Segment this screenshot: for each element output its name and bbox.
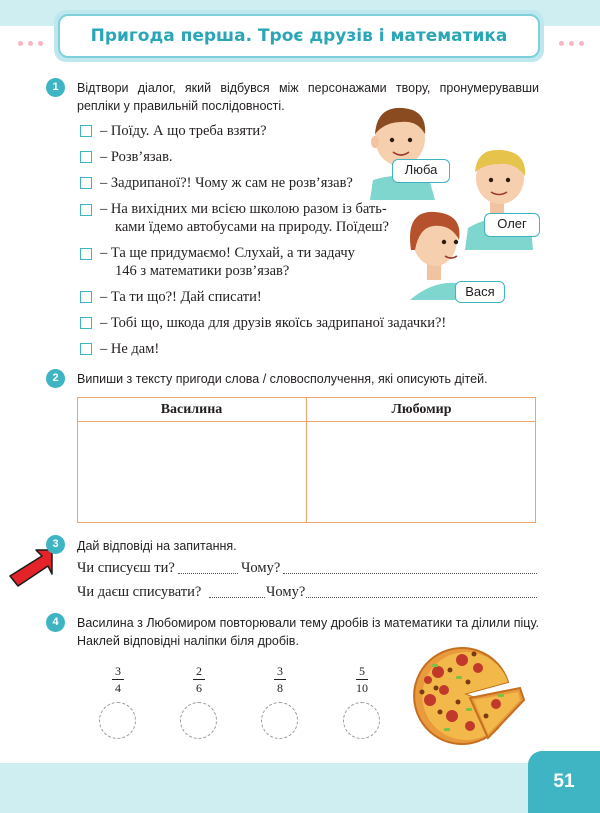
- dialogue-checkbox[interactable]: [80, 317, 92, 329]
- fraction-numerator: 3: [115, 664, 121, 678]
- dialogue-checkbox[interactable]: [80, 291, 92, 303]
- footer-band: [0, 763, 600, 813]
- task-4-instruction: Василина з Любомиром повторювали тему дробів із математики та ділили піцу.: [77, 616, 539, 630]
- pizza-illustration: [408, 638, 528, 750]
- dialogue-checkbox[interactable]: [80, 151, 92, 163]
- table-header-vasylyna: Василина: [160, 402, 223, 417]
- dialogue-line: – Та ще придумаємо! Слухай, а ти задачу: [100, 245, 355, 261]
- fraction-denominator: 10: [356, 681, 368, 695]
- answer-line-2a[interactable]: [209, 597, 265, 598]
- fraction-denominator: 4: [115, 681, 121, 695]
- sticker-slot[interactable]: [343, 702, 380, 739]
- decor-dot: [28, 41, 33, 46]
- answer-line-1a[interactable]: [178, 573, 238, 574]
- dialogue-line: – Та ти що?! Дай списати!: [100, 289, 262, 305]
- task-3-number: 3: [46, 535, 65, 554]
- page-title: Пригода перша. Троє друзів і математика: [90, 26, 508, 46]
- task-3-instruction: Дай відповіді на запитання.: [77, 539, 237, 553]
- task-2-number: 2: [46, 369, 65, 388]
- question-2-why: Чому?: [266, 584, 306, 600]
- table-header-lyubomyr: Любомир: [391, 402, 452, 417]
- table-cell-vasylyna[interactable]: [79, 423, 305, 521]
- task-1-number: 1: [46, 78, 65, 97]
- characters-illustration: [355, 100, 555, 300]
- dialogue-checkbox[interactable]: [80, 248, 92, 260]
- pointer-arrow-icon: [2, 546, 56, 592]
- dialogue-line-cont: 146 з математики розв’язав?: [115, 263, 290, 279]
- decor-dot: [18, 41, 23, 46]
- fraction-numerator: 2: [196, 664, 202, 678]
- fraction-3-4: [106, 664, 130, 695]
- decor-dot: [38, 41, 43, 46]
- question-1-why: Чому?: [241, 560, 281, 576]
- fraction-2-6: [187, 664, 211, 695]
- dialogue-line: – Тобі що, шкода для друзів якоїсь задрипаної задачки?!: [100, 315, 447, 331]
- table-cell-lyubomyr[interactable]: [308, 423, 534, 521]
- question-2: Чи даєш списувати?: [77, 584, 202, 600]
- dialogue-checkbox[interactable]: [80, 204, 92, 216]
- decor-dot: [579, 41, 584, 46]
- fraction-numerator: 3: [277, 664, 283, 678]
- decor-dot: [559, 41, 564, 46]
- dialogue-line: – Поїду. А що треба взяти?: [100, 123, 267, 139]
- character-label-lyuba: Люба: [392, 159, 450, 183]
- answer-line-1b[interactable]: [283, 573, 537, 574]
- fraction-bar: [112, 679, 124, 680]
- dialogue-checkbox[interactable]: [80, 177, 92, 189]
- sticker-slot[interactable]: [180, 702, 217, 739]
- page-number: 51: [553, 771, 575, 792]
- question-1: Чи списуєш ти?: [77, 560, 175, 576]
- answer-line-2b[interactable]: [306, 597, 537, 598]
- fraction-bar: [193, 679, 205, 680]
- fraction-numerator: 5: [359, 664, 365, 678]
- fraction-denominator: 6: [196, 681, 202, 695]
- fraction-5-10: [350, 664, 374, 695]
- dialogue-checkbox[interactable]: [80, 125, 92, 137]
- sticker-slot[interactable]: [261, 702, 298, 739]
- boy-lyuba-portrait: [370, 108, 435, 200]
- dialogue-checkbox[interactable]: [80, 343, 92, 355]
- dialogue-line: – На вихідних ми всією школою разом із бать-: [100, 201, 387, 217]
- character-label-vasya: Вася: [455, 281, 505, 303]
- character-label-oleg: Олег: [484, 213, 540, 237]
- decor-dot: [569, 41, 574, 46]
- task-1-instruction: Відтвори діалог, який відбувся між персонажами твору, пронумерувавши репліки у правильній послідовності.: [77, 81, 539, 113]
- dialogue-line: – Не дам!: [100, 341, 160, 357]
- dialogue-line: – Розв’язав.: [100, 149, 173, 165]
- fraction-bar: [274, 679, 286, 680]
- task-2-instruction: Випиши з тексту пригоди слова / словосполучення, які описують дітей.: [77, 372, 488, 386]
- fraction-bar: [356, 679, 368, 680]
- task-4-number: 4: [46, 613, 65, 632]
- task-4-instruction-2: Наклей відповідні наліпки біля дробів.: [77, 634, 299, 648]
- dialogue-line: – Задрипаної?! Чому ж сам не розв’язав?: [100, 175, 353, 191]
- dialogue-line-cont: ками їдемо автобусами на природу. Поїдеш?: [115, 219, 389, 235]
- sticker-slot[interactable]: [99, 702, 136, 739]
- fraction-denominator: 8: [277, 681, 283, 695]
- fraction-3-8: [268, 664, 292, 695]
